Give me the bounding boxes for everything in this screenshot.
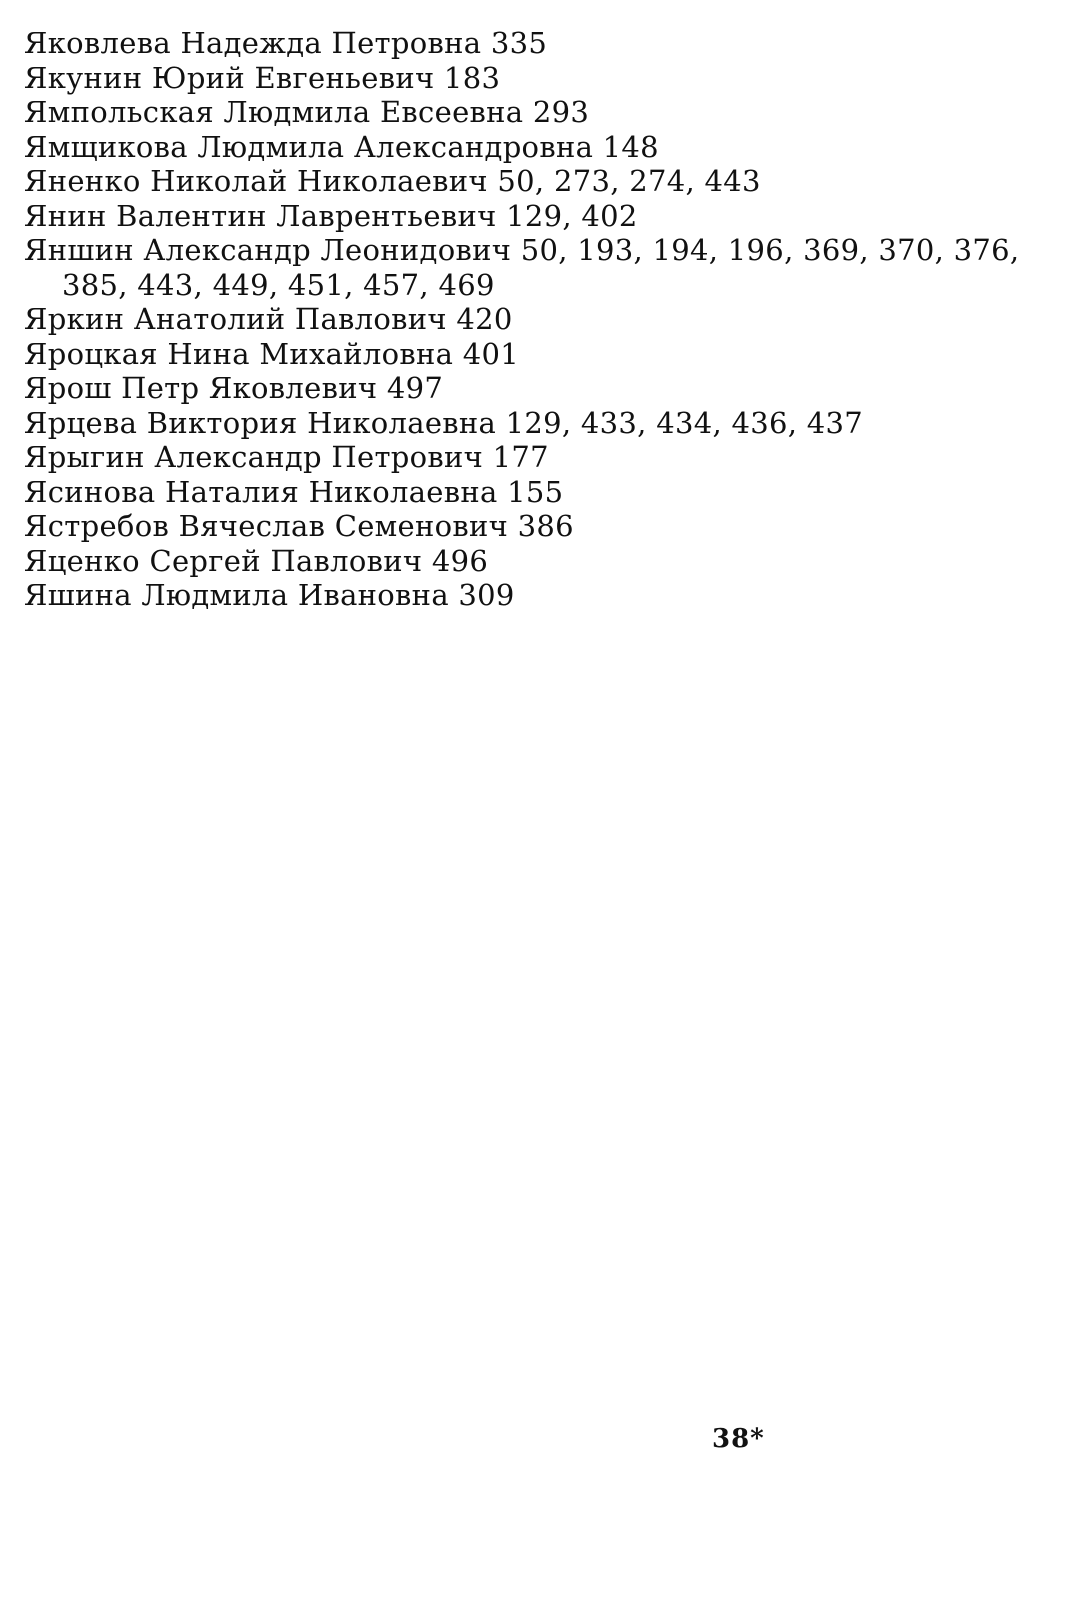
index-entry: Яроцкая Нина Михайловна 401 (24, 336, 519, 371)
index-entry: Ярыгин Александр Петрович 177 (24, 440, 549, 474)
index-entry: Ярцева Виктория Николаевна 129, 433, 434, 436, 437 (24, 405, 864, 440)
index-entry: Ярош Петр Яковлевич 497 (24, 371, 444, 405)
index-entry: Ямпольская Людмила Евсеевна 293 (24, 95, 590, 129)
index-entry: Ясинова Наталия Николаевна 155 (24, 474, 564, 509)
index-entry: Ястребов Вячеслав Семенович 386 (24, 509, 574, 543)
index-entry: Яненко Николай Николаевич 50, 273, 274, 443 (24, 164, 761, 198)
index-entry: Яркин Анатолий Павлович 420 (24, 302, 513, 336)
index-entry: Яценко Сергей Павлович 496 (24, 543, 489, 578)
index-entry: Ямщикова Людмила Александровна 148 (24, 129, 659, 164)
index-entry: Якунин Юрий Евгеньевич 183 (24, 60, 501, 95)
index-entry: Яковлева Надежда Петровна 335 (24, 26, 548, 60)
index-entry: Янин Валентин Лаврентьевич 129, 402 (24, 198, 638, 233)
printer-signature-mark: 38* (712, 1424, 765, 1454)
name-index-list (24, 26, 1034, 613)
index-entry: Яшина Людмила Ивановна 309 (24, 578, 515, 612)
index-entry: Яншин Александр Леонидович 50, 193, 194, 196, 369, 370, 376, 385, 443, 449, 451, 457, 469 (24, 233, 1020, 302)
